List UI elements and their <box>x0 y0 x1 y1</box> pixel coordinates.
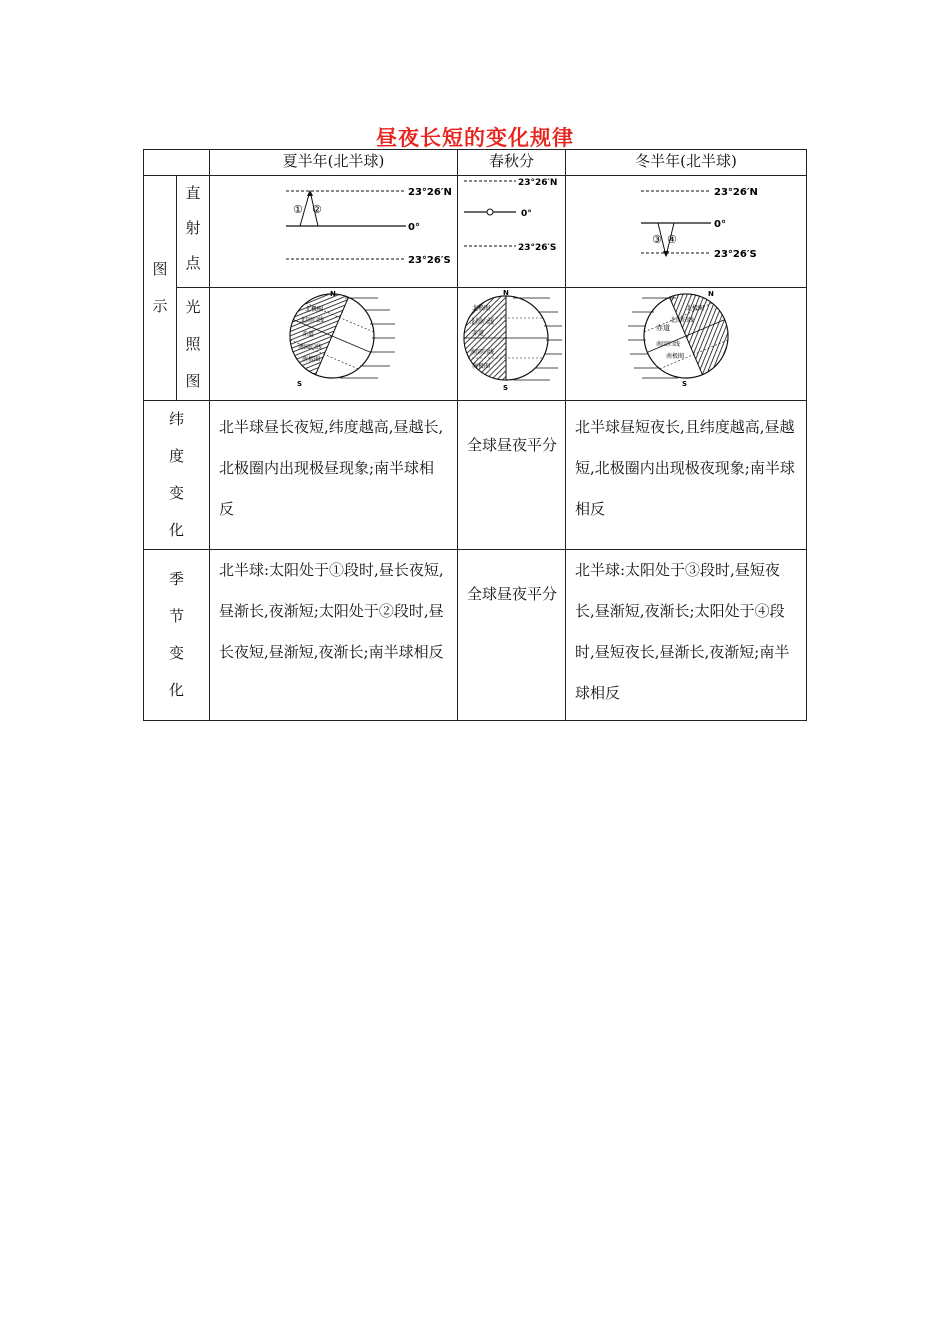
sun-icon <box>487 209 493 215</box>
latitude-label-char: 化 <box>168 521 184 539</box>
subsolar-summer-diagram <box>210 176 458 286</box>
illumination-summer-diagram <box>210 288 458 400</box>
antarctic-circle-label: 南极圈 <box>302 356 321 363</box>
subsolar-label-char: 点 <box>185 254 201 272</box>
tropic-cancer-label: 北回归线 <box>470 319 495 326</box>
illumination-winter-cell <box>566 288 807 401</box>
season-label-char: 化 <box>168 681 184 699</box>
diagram-label-char: 示 <box>152 297 168 315</box>
page-title: 昼夜长短的变化规律 <box>376 126 574 150</box>
south-label: S <box>503 384 509 392</box>
equator-label: 0° <box>408 222 420 233</box>
equator-label: 赤道 <box>302 331 315 338</box>
illumination-equinox-cell <box>458 288 566 401</box>
arctic-circle-label: 北极圈 <box>472 305 491 312</box>
subsolar-row <box>144 176 807 288</box>
subsolar-winter-cell <box>566 176 807 288</box>
diagram-label <box>144 176 177 401</box>
tropic-s-label: 23°26′S <box>714 249 757 260</box>
season-row <box>144 550 807 721</box>
tropic-s-label: 23°26′S <box>518 243 557 253</box>
tropic-capricorn-label: 南回归线 <box>470 349 495 356</box>
equator-label: 0° <box>714 219 726 230</box>
season-change-label <box>144 550 210 721</box>
tropic-cancer-label: 北回归线 <box>670 317 695 324</box>
tropic-cancer-label: 北回归线 <box>300 317 325 324</box>
day-night-table <box>143 149 807 721</box>
header-equinox: 春秋分 <box>458 150 566 176</box>
season-label-char: 节 <box>168 607 184 625</box>
equator-label: 赤道 <box>472 330 485 337</box>
tropic-n-label: 23°26′N <box>714 187 758 198</box>
subsolar-equinox-cell <box>458 176 566 288</box>
mark-3: ③ <box>652 233 662 246</box>
antarctic-circle-label: 南极圈 <box>472 363 491 370</box>
season-equinox-text: 全球昼夜平分 <box>458 550 566 721</box>
tropic-capricorn-label: 南回归线 <box>656 341 681 348</box>
header-row <box>144 150 807 176</box>
mark-2: ② <box>312 203 322 216</box>
tropic-n-label: 23°26′N <box>518 178 558 188</box>
subsolar-label <box>177 176 210 288</box>
latitude-equinox-text: 全球昼夜平分 <box>458 401 566 550</box>
illumination-label-char: 光 <box>185 297 201 316</box>
subsolar-equinox-diagram <box>458 176 566 286</box>
mark-4: ④ <box>667 233 677 246</box>
latitude-label-char: 度 <box>168 447 184 465</box>
tropic-n-label: 23°26′N <box>408 187 452 198</box>
diagram-label-char: 图 <box>152 260 168 278</box>
equator-label: 赤道 <box>656 324 670 332</box>
header-winter: 冬半年(北半球) <box>566 150 807 176</box>
subsolar-winter-diagram <box>566 176 807 286</box>
illumination-winter-diagram <box>566 288 807 400</box>
header-blank <box>144 150 210 176</box>
latitude-change-label <box>144 401 210 550</box>
north-label: N <box>503 289 509 297</box>
latitude-winter-text: 北半球昼短夜长,且纬度越高,昼越短,北极圈内出现极夜现象;南半球相反 <box>566 401 807 550</box>
north-label: N <box>708 290 714 298</box>
north-label: N <box>330 290 336 298</box>
season-label-char: 变 <box>168 644 184 662</box>
arctic-circle-label: 北极圈 <box>305 306 324 313</box>
south-label: S <box>297 380 303 388</box>
south-label: S <box>682 380 688 388</box>
illumination-label-char: 图 <box>185 371 201 390</box>
latitude-row <box>144 401 807 550</box>
arctic-circle-label: 北极圈 <box>686 305 705 312</box>
illumination-row <box>144 288 807 401</box>
subsolar-label-char: 射 <box>185 219 201 237</box>
latitude-summer-text: 北半球昼长夜短,纬度越高,昼越长,北极圈内出现极昼现象;南半球相反 <box>210 401 458 550</box>
season-summer-text: 北半球:太阳处于①段时,昼长夜短,昼渐长,夜渐短;太阳处于②段时,昼长夜短,昼渐短,夜渐长;南半球相反 <box>210 550 458 721</box>
latitude-label-char: 纬 <box>168 410 184 428</box>
subsolar-summer-cell <box>210 176 458 288</box>
illumination-summer-cell <box>210 288 458 401</box>
illumination-label <box>177 288 210 401</box>
subsolar-label-char: 直 <box>185 184 201 202</box>
tropic-s-label: 23°26′S <box>408 255 451 266</box>
season-winter-text: 北半球:太阳处于③段时,昼短夜长,昼渐短,夜渐长;太阳处于④段时,昼短夜长,昼渐长,夜渐短;南半球相反 <box>566 550 807 721</box>
illumination-label-char: 照 <box>185 334 201 353</box>
illumination-equinox-diagram <box>458 288 566 400</box>
equator-label: 0° <box>521 209 532 219</box>
latitude-label-char: 变 <box>168 484 184 502</box>
season-label-char: 季 <box>168 570 184 588</box>
mark-1: ① <box>293 203 303 216</box>
antarctic-circle-label: 南极圈 <box>666 353 685 360</box>
tropic-capricorn-label: 南回归线 <box>298 344 323 351</box>
header-summer: 夏半年(北半球) <box>210 150 458 176</box>
